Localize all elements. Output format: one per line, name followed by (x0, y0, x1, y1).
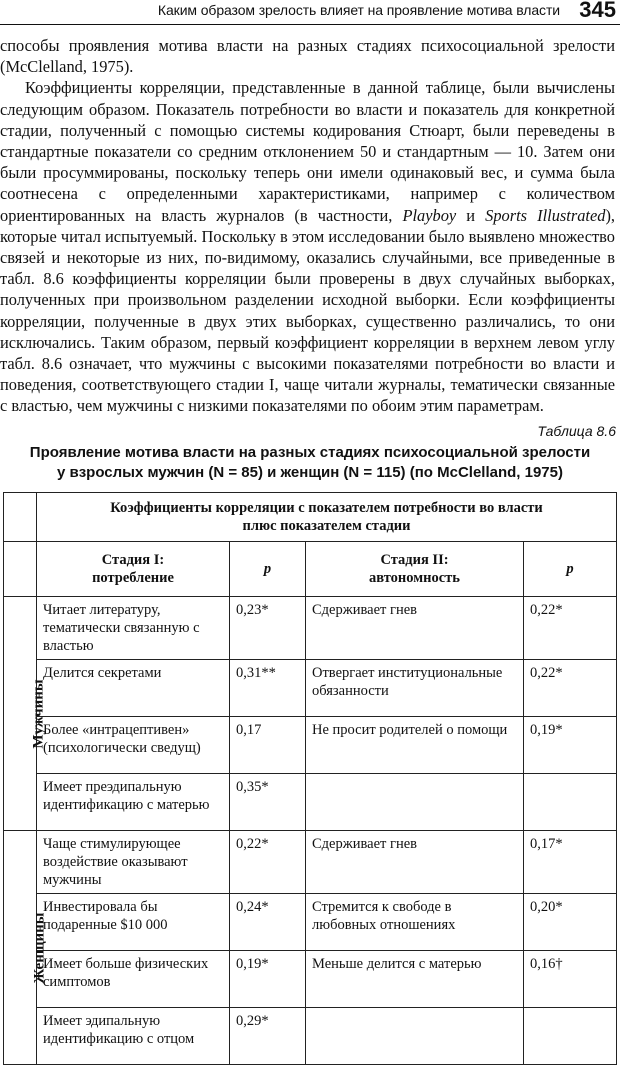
table-subheader-row (4, 542, 617, 597)
p-value: 0,35* (230, 774, 306, 831)
table-number: Таблица 8.6 (537, 423, 616, 439)
header-line: Стадия II: (380, 552, 449, 568)
stage1-cell: Инвестировала бы подаренные $10 000 (37, 894, 230, 951)
table-row (4, 717, 617, 774)
p-value: 0,23* (230, 597, 306, 660)
table-row (4, 1008, 617, 1065)
group-label-text: Мужчины (30, 678, 47, 749)
stage1-cell: Имеет преэдипальную идентификацию с матерью (37, 774, 230, 831)
stage2-cell: Не просит родителей о помощи (306, 717, 524, 774)
stage2-cell: Стремится к свободе в любовных отношениях (306, 894, 524, 951)
empty-cell (4, 493, 37, 542)
header-line: потребление (92, 570, 174, 586)
p-value: 0,31** (230, 660, 306, 717)
p-value: 0,22* (230, 831, 306, 894)
p-value: 0,17* (524, 831, 617, 894)
stage1-cell: Имеет эдипальную идентификацию с отцом (37, 1008, 230, 1065)
magazine-title: Sports Illustrated (485, 205, 606, 225)
p-value (524, 774, 617, 831)
caption-line: у взрослых мужчин (N = 85) и женщин (N = 115) (по McClelland, 1975) (56, 464, 563, 481)
table-row (4, 831, 617, 894)
stage2-cell (306, 1008, 524, 1065)
stage1-cell: Более «интрацептивен» (психологически сведущ) (37, 717, 230, 774)
p-header: p (230, 542, 306, 597)
table-row (4, 660, 617, 717)
p-value: 0,16† (524, 951, 617, 1008)
magazine-title: Playboy (402, 205, 457, 225)
p-value: 0,19* (524, 717, 617, 774)
header-line: Стадия I: (101, 552, 165, 568)
stage1-cell: Читает литературу, тематически связанную с властью (37, 597, 230, 660)
table-header-row (4, 493, 617, 542)
stage2-cell: Меньше делится с матерью (306, 951, 524, 1008)
stage2-cell (306, 774, 524, 831)
header-line: автономность (369, 570, 460, 586)
empty-cell (4, 542, 37, 597)
stage2-cell: Отвергает институциональные обязанности (306, 660, 524, 717)
table-row (4, 951, 617, 1008)
stage2-cell: Сдерживает гнев (306, 597, 524, 660)
p-value: 0,22* (524, 597, 617, 660)
page-number: 345 (579, 0, 616, 22)
table-row (4, 894, 617, 951)
stage1-cell: Делится секретами (37, 660, 230, 717)
p-value (524, 1008, 617, 1065)
table-row (4, 597, 617, 660)
table-row (4, 774, 617, 831)
text-run: ), которые читал испытуемый. Поскольку в этом исследовании было выявлено множество связей и некоторые из них, по-видимому, оказались случайными, все приведенные в табл. 8.6 коэффициенты корреляции были проверены в двух случайных выборках, полученных при произвольном разделении исходной выборки. Если коэффициенты корреляции, полученные в двух этих выборках, существенно различались, то они исключались. Таким образом, первый коэффициент корреляции в верхнем левом углу табл. 8.6 означает, что мужчины с высокими показателями потребности во власти и поведения, соответствующего стадии I, чаще читали журналы, тематически связанные с властью, чем мужчины с низкими показателями по обоим этим параметрам. (0, 205, 615, 416)
paragraph: способы проявления мотива власти на разных стадиях психосоциальной зрелости (McClelland, 1975). (0, 36, 615, 77)
stage1-cell: Чаще стимулирующее воздействие оказывают мужчины (37, 831, 230, 894)
p-value: 0,20* (524, 894, 617, 951)
p-value: 0,29* (230, 1008, 306, 1065)
stage1-cell: Имеет больше физических симптомов (37, 951, 230, 1008)
paragraph (0, 77, 615, 416)
caption-line: Проявление мотива власти на разных стадиях психосоциальной зрелости (29, 444, 591, 461)
text-run: и (456, 205, 486, 225)
p-value: 0,19* (230, 951, 306, 1008)
text-run: Коэффициенты корреляции, представленные в данной таблице, были вычислены следующим образом. Показатель потребности во власти и показатель для конкретной стадии, полученный с помощью системы кодирования Стюарт, были переведены в стандартные показатели со средним отклонением 50 и стандартным — 10. Затем они были просуммированы, поскольку теперь они имели одинаковый вес, и сумма была соотнесена с определенными характеристиками, например с количеством ориентированных на власть журналов (в частности, (0, 78, 615, 225)
header-line: Коэффициенты корреляции с показателем потребности во власти (110, 500, 543, 516)
stage2-header (306, 542, 524, 597)
running-title: Каким образом зрелость влияет на проявление мотива власти (157, 2, 560, 18)
group-label-men (4, 597, 47, 831)
body-text (0, 35, 615, 417)
header-line: плюс показателем стадии (242, 518, 411, 534)
p-value: 0,24* (230, 894, 306, 951)
running-header (0, 0, 620, 25)
table-caption (0, 443, 620, 483)
correlation-table (3, 492, 617, 1065)
stage1-header (37, 542, 230, 597)
super-header (37, 493, 617, 542)
p-header: p (524, 542, 617, 597)
p-value: 0,22* (524, 660, 617, 717)
stage2-cell: Сдерживает гнев (306, 831, 524, 894)
group-label-women (4, 831, 48, 1065)
p-value: 0,17 (230, 717, 306, 774)
group-label-text: Женщины (31, 911, 48, 984)
